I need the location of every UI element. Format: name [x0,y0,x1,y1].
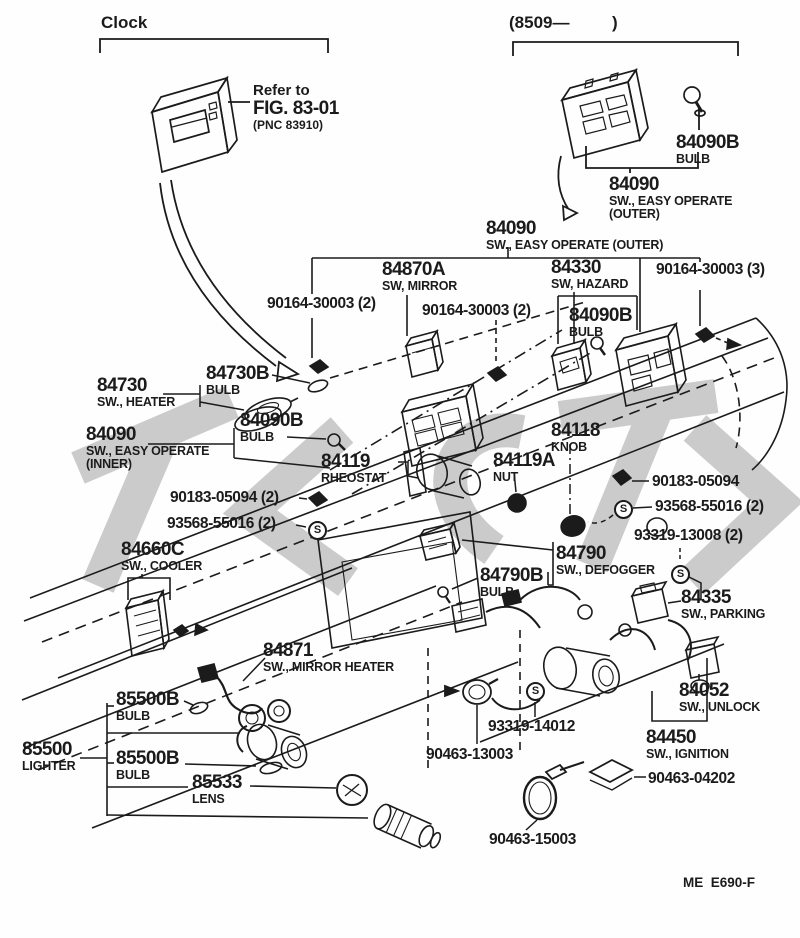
part-label-unlock [679,681,760,714]
part-number: 84052 [679,680,729,701]
part-number: 85500B [116,748,179,769]
part-label-mirror [382,260,457,293]
part-label-cooler [121,540,202,573]
part-description: BULB [569,324,603,339]
part-number: 84330 [551,257,601,278]
part-label-screw-3 [656,262,765,278]
clock-section-title: Clock [101,13,148,32]
part-number: 90463-15003 [489,831,576,848]
part-label-mirror-heater [263,641,394,674]
clock-illustration [152,78,237,172]
part-label-defogger [556,544,655,577]
part-description: BULB [206,382,240,397]
part-label-easy-inner [86,425,209,471]
part-number: 84335 [681,587,731,608]
part-label-rheostat [321,452,386,485]
part-number: 93568-55016 (2) [167,515,276,532]
part-description: LENS [192,791,225,806]
part-label-screw-2-mid [422,303,531,319]
part-description: RHEOSTAT [321,470,387,485]
part-description: BULB [116,708,150,723]
part-label-knob [551,421,600,454]
part-label-spring-left [167,516,276,532]
part-label-heater-bulb [206,364,269,397]
part-description: NUT [493,469,519,484]
part-number: 90463-13003 [426,746,513,763]
part-number: 85500B [116,689,179,710]
part-number: 84119 [321,451,370,472]
part-description: (OUTER) [609,206,660,221]
part-label-easy-outer-group [486,219,663,252]
part-number: 84090 [486,218,536,239]
part-label-lighter [22,740,75,773]
header-brackets [100,39,738,173]
s-standard-part-marker: S [526,682,545,701]
part-label-screw-2-left [267,296,376,312]
part-description: BULB [480,584,514,599]
s-standard-part-marker: S [308,521,327,540]
part-description: SW., COOLER [121,558,203,573]
part-number: 84090B [676,132,739,153]
part-label-defogger-bulb [480,566,543,599]
part-description: (INNER) [86,456,132,471]
part-number: 84790B [480,565,543,586]
part-number: 84870A [382,259,445,280]
part-number: 84790 [556,543,606,564]
part-label-hazard-bulb [569,306,632,339]
part-number: 84090 [609,174,659,195]
part-description: SW., DEFOGGER [556,562,655,577]
part-label-spring-right [655,499,764,515]
part-description: SW., EASY OPERATE [86,443,210,458]
part-label-inner-bulb [240,411,303,444]
part-number: 90183-05094 [652,473,739,490]
part-description: SW., IGNITION [646,746,729,761]
part-number: 90183-05094 (2) [170,489,279,506]
part-number: 93319-13008 (2) [634,527,743,544]
part-number: 93568-55016 (2) [655,498,764,515]
part-label-hazard [551,258,628,291]
cooler-switch-illustration [126,574,207,656]
part-number: 90164-30003 (2) [422,302,531,319]
part-description: KNOB [551,439,588,454]
part-number: 84118 [551,420,600,441]
part-description: SW., EASY OPERATE [609,193,733,208]
part-label-screw-90183-right [652,474,739,490]
part-label-parking [681,588,765,621]
part-label-easy-outer [609,175,732,221]
part-description: SW., MIRROR HEATER [263,659,394,674]
part-label-clip-13003 [426,747,513,763]
part-description: SW., EASY OPERATE (OUTER) [486,237,664,252]
part-description: SW., UNLOCK [679,699,761,714]
part-number: 84090B [240,410,303,431]
part-label-lens [192,773,242,806]
part-label-heater [97,376,175,409]
part-description: BULB [116,767,150,782]
part-label-spring-13008 [634,528,743,544]
part-number: 84119A [493,450,555,471]
flow-arrows [160,156,577,381]
part-number: 84871 [263,640,313,661]
s-standard-part-marker: S [614,500,633,519]
part-number: 84450 [646,727,696,748]
part-label-tie-15003 [489,832,576,848]
part-label-screw-90183-left [170,490,279,506]
refer-note-pnc: (PNC 83910) [253,117,324,132]
part-label-nut [493,451,555,484]
date-range-label: (8509— ) [509,13,618,32]
part-label-clip-04202 [648,771,735,787]
part-description: BULB [676,151,710,166]
part-number: 85500 [22,739,72,760]
figure-code: ME E690-F [683,875,756,890]
part-label-lighter-bulb-1 [116,690,179,723]
part-label-lighter-bulb-2 [116,749,179,782]
part-number: 90463-04202 [648,770,735,787]
part-number: 84660C [121,539,184,560]
refer-note [253,83,339,131]
refer-note-line1: Refer to [253,82,310,99]
refer-note-figure: FIG. 83-01 [253,97,339,119]
part-number: 90164-30003 (3) [656,261,765,278]
part-description: SW, MIRROR [382,278,458,293]
part-description: LIGHTER [22,758,76,773]
part-number: 85533 [192,772,242,793]
part-label-easy-outer-bulb [676,133,739,166]
part-number: 90164-30003 (2) [267,295,376,312]
part-number: 84090 [86,424,136,445]
part-number: 84730B [206,363,269,384]
s-standard-part-marker: S [671,565,690,584]
part-description: BULB [240,429,274,444]
part-label-ignition [646,728,729,761]
part-description: SW., HEATER [97,394,176,409]
part-number: 84730 [97,375,147,396]
part-number: 84090B [569,305,632,326]
part-label-tie-14012 [488,719,575,735]
part-number: 93319-14012 [488,718,575,735]
part-description: SW, HAZARD [551,276,629,291]
part-description: SW., PARKING [681,606,766,621]
